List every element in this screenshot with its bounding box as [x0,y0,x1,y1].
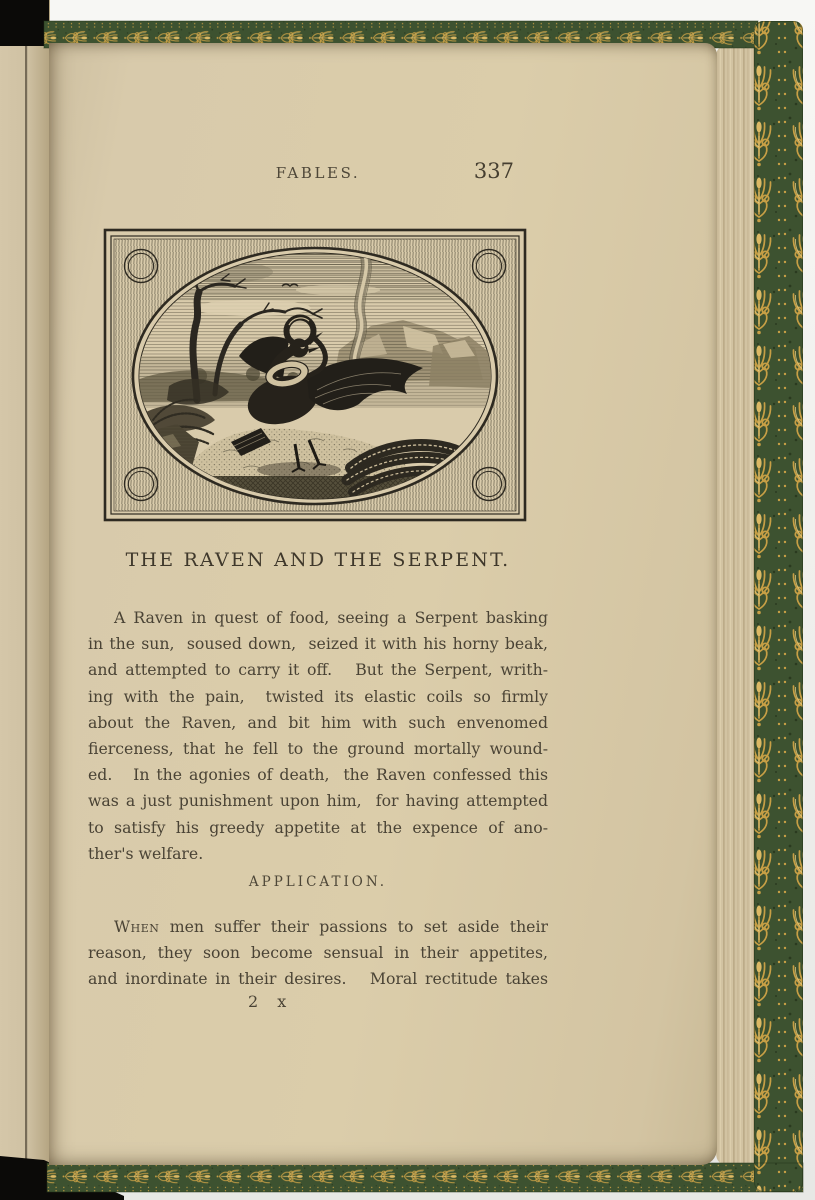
application-paragraph [88,914,548,993]
application-lines [88,940,548,992]
fable-text-line: fierceness, that he fell to the ground mortally wound- [88,738,548,758]
fable-text-line: about the Raven, and bit him with such envenomed [88,712,548,732]
page-header [88,159,548,194]
fable-text-line: in the sun, soused down, seized it with his horny beak, [88,634,548,654]
fable-text-line: ed. In the agonies of death, the Raven confessed this [88,765,548,785]
engraved-plate [103,228,527,522]
fable-text-line: and attempted to carry it off. But the Serpent, writh- [88,660,548,680]
fable-text-line: A Raven in quest of food, seeing a Serpent basking [114,608,548,627]
fable-paragraph [88,605,548,867]
signature-mark: 2 x [248,992,294,1011]
fable-title: THE RAVEN AND THE SERPENT. [125,549,511,571]
fable-text-line: ing with the pain, twisted its elastic coils so firmly [88,686,548,706]
fable-text-line: ther's welfare. [88,843,204,863]
photo-shadow-top-left [0,0,49,46]
page-number: 337 [473,159,514,183]
application-text-line: reason, they soon become sensual in their appetites, [88,943,548,963]
book-page [49,43,717,1165]
application-heading: APPLICATION. [248,874,388,890]
application-first-line [88,914,548,940]
application-text-line: and inordinate in their desires. Moral rectitude takes [88,969,548,989]
running-header: FABLES. [275,164,361,182]
page-stack-edges [716,44,758,1166]
fable-text-line: to satisfy his greedy appetite at the expence of ano- [88,817,548,837]
application-lead-word: When [114,917,160,936]
fable-text-line: was a just punishment upon him, for having attempted [88,791,548,811]
application-first-line-rest: men suffer their passions to set aside their [169,917,548,936]
signature-mark-row [88,992,548,1011]
